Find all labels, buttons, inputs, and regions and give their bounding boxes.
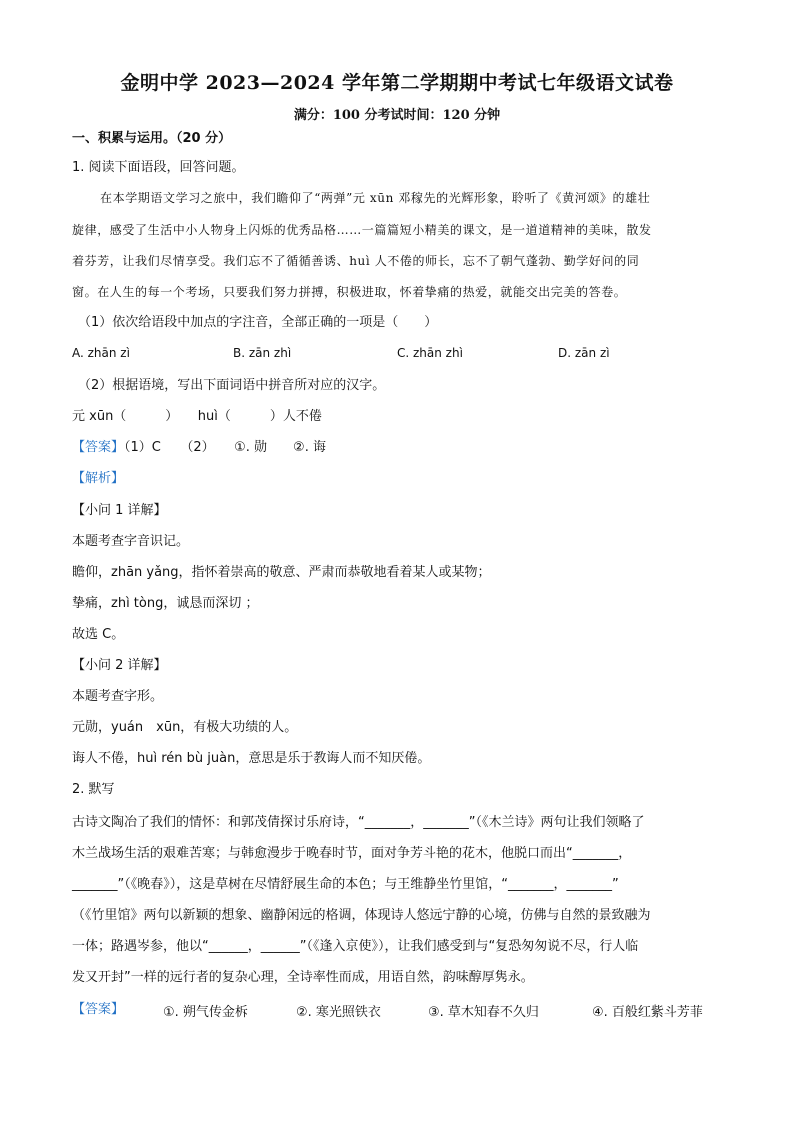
detail-2-tag: 【小问 2 详解】 (72, 658, 167, 673)
passage-line-4: 窗。在人生的每一个考场，只要我们努力拼搏，积极进取，怀着挚痛的热爱，就能交出完美的答卷。 (72, 285, 627, 299)
q2-line-3: _______”（《晚春》），这是草树在尽情舒展生命的本色；与王维静坐竹里馆，“_______，_______” (72, 877, 619, 892)
detail-2-line-2: 元勋，yuán xūn，有极大功绩的人。 (72, 720, 298, 735)
analysis-tag: 【解析】 (72, 471, 125, 486)
page-title: 金明中学 2023—2024 学年第二学期期中考试七年级语文试卷 (120, 72, 674, 94)
sub-question-2: （2）根据语境，写出下面词语中拼音所对应的汉字。 (78, 378, 386, 393)
passage-line-2: 旋律，感受了生活中小人物身上闪烁的优秀品格……一篇篇短小精美的课文，是一道道精神的美味，散发 (72, 223, 652, 237)
page-subtitle: 满分：100 分考试时间：120 分钟 (293, 108, 501, 123)
q2-line-4: （《竹里馆》两句以新颖的想象、幽静闲远的格调，体现诗人悠远宁静的心境，仿佛与自然的景致融为 (72, 908, 651, 923)
detail-1-line-3: 挚痛，zhì tòng，诚恳而深切 ； (72, 596, 259, 611)
answer-tag-2: 【答案】 (72, 1002, 125, 1017)
detail-1-tag: 【小问 1 详解】 (72, 503, 167, 518)
answer-row-1 (72, 439, 326, 457)
sub-question-2-items: 元 xūn（ ） huì（ ）人不倦 (72, 409, 322, 424)
option-c: C. zhān zhì (397, 346, 463, 360)
q2-answer-1: ①. 朔气传金柝 (163, 1005, 248, 1020)
q2-answer-3: ③. 草木知春不久归 (428, 1005, 539, 1020)
option-a: A. zhān zì (72, 346, 130, 360)
detail-1-line-1: 本题考查字音识记。 (72, 534, 190, 549)
question-1-stem: 1. 阅读下面语段，回答问题。 (72, 160, 245, 175)
q2-line-6: 发又开封”一样的远行者的复杂心理，全诗率性而成，用语自然，韵味醇厚隽永。 (72, 970, 534, 985)
answer-tag: 【答案】 (72, 440, 125, 455)
detail-1-line-4: 故选 C。 (72, 627, 125, 642)
option-b: B. zān zhì (233, 346, 292, 360)
question-2-stem: 2. 默写 (72, 782, 115, 797)
sub-question-1: （1）依次给语段中加点的字注音，全部正确的一项是（ ） (78, 315, 438, 330)
passage-line-3: 着芬芳，让我们尽情享受。我们忘不了循循善诱、huì 人不倦的师长，忘不了朝气蓬勃、勤学好问的同 (72, 254, 640, 268)
detail-2-line-1: 本题考查字形。 (72, 689, 164, 704)
q2-answer-4: ④. 百般红紫斗芳菲 (592, 1005, 703, 1020)
detail-2-line-3: 诲人不倦，huì rén bù juàn，意思是乐于教诲人而不知厌倦。 (72, 751, 431, 766)
q2-answer-2: ②. 寒光照铁衣 (296, 1005, 381, 1020)
section-heading: 一、积累与运用。（20 分） (72, 131, 232, 146)
option-d: D. zān zì (558, 346, 610, 360)
passage-line-1: 在本学期语文学习之旅中，我们瞻仰了“两弹”元 xūn 邓稼先的光辉形象，聆听了《黄河颂》的雄壮 (100, 191, 651, 205)
q2-line-1: 古诗文陶冶了我们的情怀：和郭茂倩探讨乐府诗，“_______，_______”（《木兰诗》两句让我们领略了 (72, 815, 645, 830)
q2-line-2: 木兰战场生活的艰难苦寒；与韩愈漫步于晚春时节，面对争芳斗艳的花木，他脱口而出“_______， (72, 846, 632, 861)
detail-1-line-2: 瞻仰，zhān yǎng，指怀着崇高的敬意、严肃而恭敬地看着某人或某物； (72, 565, 491, 580)
answer-text: （1）C （2） ①. 勋 ②. 诲 (124, 440, 326, 455)
q2-line-5: 一体；路遇岑参，他以“______，______”（《逢入京使》），让我们感受到与“复恐匆匆说不尽，行人临 (72, 939, 639, 954)
